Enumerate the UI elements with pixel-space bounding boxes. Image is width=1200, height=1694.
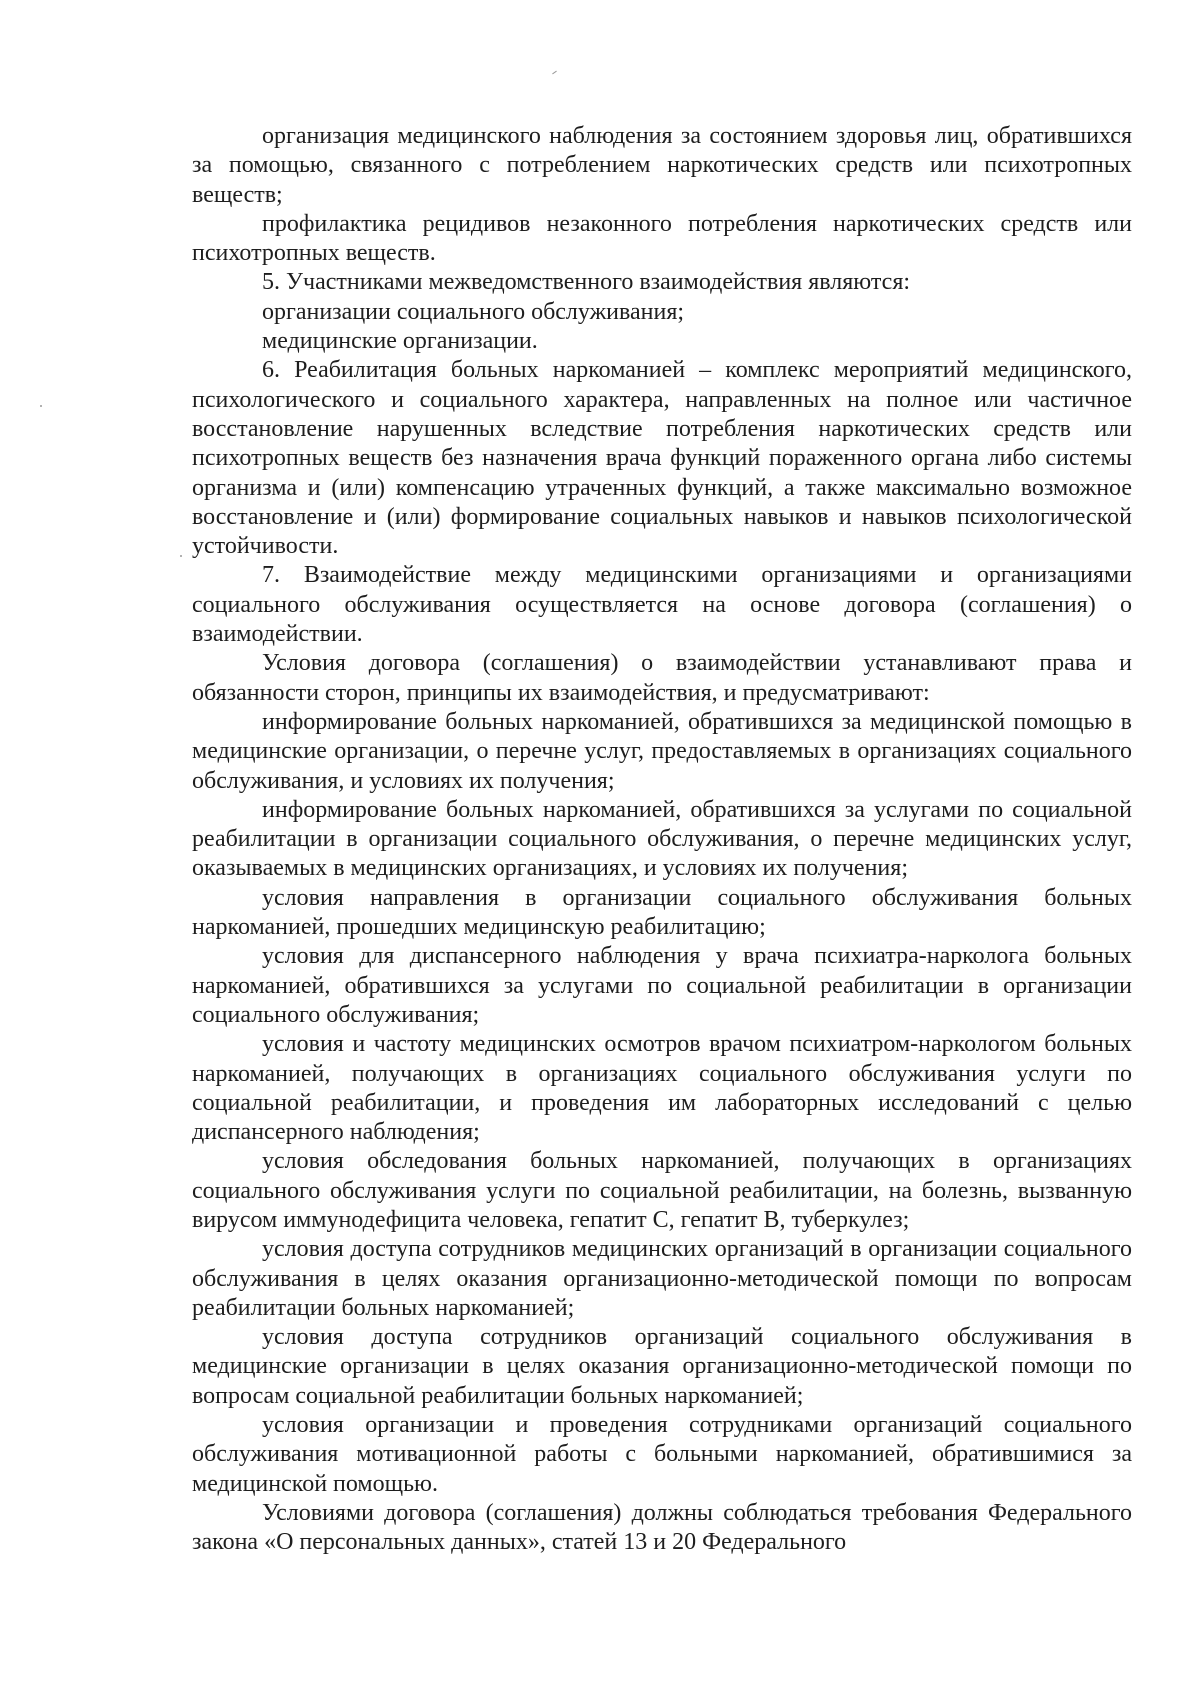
- paragraph-7-interaction: 7. Взаимодействие между медицинскими организациями и организациями социального обслуживания осуществляется на основе договора (соглашения) о взаимодействии.: [192, 562, 1132, 648]
- paragraph-informing-social: информирование больных наркоманией, обратившихся за услугами по социальной реабилитации в организации социального обслуживания, о перечне медицинских услуг, оказываемых в медицинских организациях, и условиях их получения;: [192, 796, 1132, 882]
- paragraph-medical-staff-access: условия доступа сотрудников медицинских организаций в организации социального обслуживания в целях оказания организационно-методической помощи по вопросам реабилитации больных наркоманией;: [192, 1236, 1132, 1321]
- paragraph-agreement-terms: Условия договора (соглашения) о взаимодействии устанавливают права и обязанности сторон, принципы их взаимодействия, и предусматривают:: [192, 650, 1132, 706]
- paragraph-dispensary-observation: условия для диспансерного наблюдения у врача психиатра-нарколога больных наркоманией, обратившихся за услугами по социальной реабилитации в организации социального обслуживания;: [192, 943, 1132, 1028]
- scan-artifact: [40, 405, 42, 407]
- paragraph-referral-conditions: условия направления в организации социального обслуживания больных наркоманией, прошедших медицинскую реабилитацию;: [192, 884, 1132, 941]
- scan-artifact: [552, 71, 557, 75]
- paragraph-motivational-work: условия организации и проведения сотрудниками организаций социального обслуживания мотивационной работы с больными наркоманией, обратившимися за медицинской помощью.: [192, 1412, 1132, 1497]
- scan-artifact: [180, 555, 182, 557]
- paragraph-relapse-prevention: профилактика рецидивов незаконного потребления наркотических средств или психотропных веществ.: [192, 210, 1132, 267]
- paragraph-6-rehabilitation: 6. Реабилитация больных наркоманией – комплекс мероприятий медицинского, психологического и социального характера, направленных на полное или частичное восстановление нарушенных вследствие потребления наркотических средств или психотропных веществ без назначения врача функций пораженного органа либо системы организма и (или) компенсацию утраченных функций, а также максимально возможное восстановление и (или) формирование социальных навыков и навыков психологической устойчивости.: [192, 357, 1132, 560]
- paragraph-informing-medical: информирование больных наркоманией, обратившихся за медицинской помощью в медицинские организации, о перечне услуг, предоставляемых в организациях социального обслуживания, и условиях их получения;: [192, 708, 1132, 794]
- paragraph-medical-orgs: медицинские организации.: [262, 328, 538, 355]
- paragraph-medical-observation: организация медицинского наблюдения за состоянием здоровья лиц, обратившихся за помощью, связанного с потреблением наркотических средств или психотропных веществ;: [192, 123, 1132, 208]
- paragraph-social-staff-access: условия доступа сотрудников организаций социального обслуживания в медицинские организации в целях оказания организационно-методической помощи по вопросам социальной реабилитации больных наркоманией;: [192, 1324, 1132, 1409]
- paragraph-medical-examinations: условия и частоту медицинских осмотров врачом психиатром-наркологом больных наркоманией, получающих в организациях социального обслуживания услуги по социальной реабилитации, и проведения им лабораторных исследований с целью диспансерного наблюдения;: [192, 1031, 1132, 1146]
- paragraph-screening-conditions: условия обследования больных наркоманией, получающих в организациях социального обслуживания услуги по социальной реабилитации, на болезнь, вызванную вирусом иммунодефицита человека, гепатит С, гепатит В, туберкулез;: [192, 1148, 1132, 1233]
- paragraph-5-participants: 5. Участниками межведомственного взаимодействия являются:: [262, 269, 911, 296]
- document-body: [192, 122, 1132, 1558]
- paragraph-personal-data: Условиями договора (соглашения) должны соблюдаться требования Федерального закона «О персональных данных», статей 13 и 20 Федерального: [192, 1499, 1132, 1556]
- paragraph-social-service-orgs: организации социального обслуживания;: [262, 298, 685, 325]
